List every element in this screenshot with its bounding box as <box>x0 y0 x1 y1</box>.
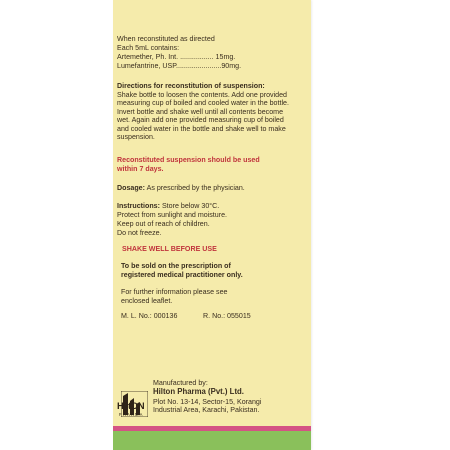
composition-line-1: When reconstituted as directed <box>117 35 215 43</box>
leaflet-line-1: For further information please see <box>121 288 228 296</box>
manufactured-by-label: Manufactured by: <box>153 379 208 387</box>
manufacturer-address-line-1: Plot No. 13-14, Sector-15, Korangi <box>153 398 262 406</box>
directions-text: Shake bottle to loosen the contents. Add one provided measuring cup of boiled and cooled water in the bottle. Invert bottle and shake well until all contents become wet. Again add one provided measuring cup of boiled and cooled water in the bottle and shake well to make suspension. <box>117 91 289 142</box>
prescription-line-1: To be sold on the prescription of <box>121 262 231 270</box>
logo-subtitle: PHARMA <box>119 412 144 417</box>
dosage-label: Dosage: <box>117 184 145 192</box>
logo-wordmark: HiltON <box>117 401 145 412</box>
artemether-line: Artemether, Ph. Int. ................. 15mg. <box>117 53 236 61</box>
reconstituted-warning-line-2: within 7 days. <box>117 165 164 173</box>
dosage-line <box>117 184 245 192</box>
dosage-text: As prescribed by the physician. <box>146 184 245 192</box>
instructions-line-4: Do not freeze. <box>117 229 162 237</box>
shake-well-notice: SHAKE WELL BEFORE USE <box>122 245 217 253</box>
registration-number: R. No.: 055015 <box>203 312 251 320</box>
composition-line-2: Each 5mL contains: <box>117 44 180 52</box>
prescription-line-2: registered medical practitioner only. <box>121 271 243 279</box>
instructions-line-1 <box>117 202 219 210</box>
lumefantrine-line: Lumefantrine, USP.......................90mg. <box>117 62 242 70</box>
manufacturer-address-line-2: Industrial Area, Karachi, Pakistan. <box>153 406 260 414</box>
manufacturer-name: Hilton Pharma (Pvt.) Ltd. <box>153 387 244 396</box>
manufacturing-license-number: M. L. No.: 000136 <box>121 312 178 320</box>
leaflet-line-2: enclosed leaflet. <box>121 297 173 305</box>
instructions-line-3: Keep out of reach of children. <box>117 220 210 228</box>
instructions-label: Instructions: <box>117 202 160 210</box>
green-stripe <box>113 431 311 450</box>
instructions-line-2: Protect from sunlight and moisture. <box>117 211 228 219</box>
reconstituted-warning-line-1: Reconstituted suspension should be used <box>117 156 260 164</box>
directions-heading: Directions for reconstitution of suspension: <box>117 82 265 90</box>
instructions-store: Store below 30°C. <box>161 202 220 210</box>
